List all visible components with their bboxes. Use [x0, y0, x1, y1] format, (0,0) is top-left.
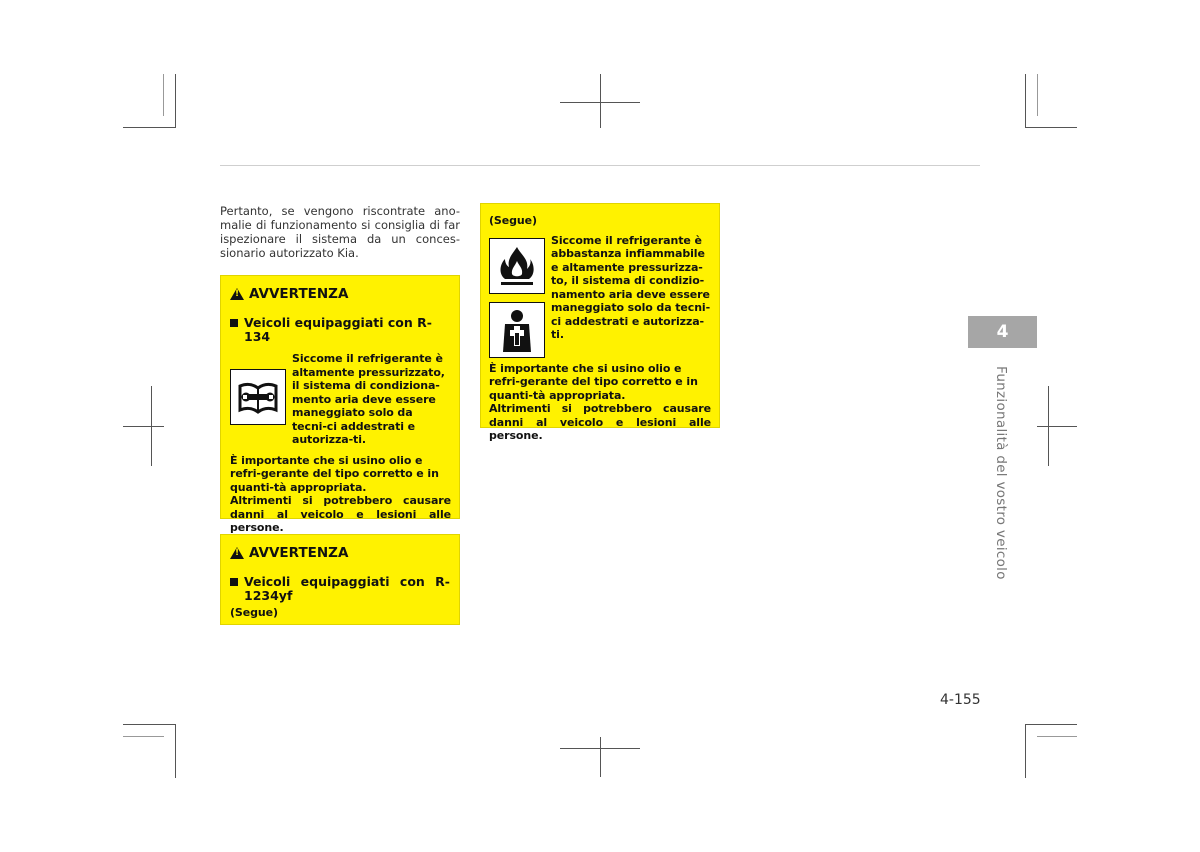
crop-mark [1025, 74, 1026, 128]
section-heading: Veicoli equipaggiati con R-134 [230, 316, 451, 344]
chapter-label: Funzionalità del vostro veicolo [993, 366, 1009, 580]
warning-triangle-icon [230, 288, 244, 300]
crop-mark [560, 748, 640, 749]
warning-box-continued [480, 203, 720, 442]
section-heading: Veicoli equipaggiati con R-1234yf [230, 575, 451, 603]
header-rule [220, 165, 980, 166]
crop-mark [175, 74, 176, 128]
crop-mark [1037, 74, 1038, 116]
warning-body: Altrimenti si potrebbero causare danni al veicolo e lesioni alle persone. [489, 402, 711, 442]
warning-title: ! AVVERTENZA [230, 545, 451, 561]
warning-text: Siccome il refrigerante è altamente pressurizzato, il sistema di condiziona-mento aria deve essere maneggiato solo da tecni-ci addestrati e autorizza-ti. [292, 352, 445, 446]
crop-mark [123, 724, 176, 725]
crop-mark [1025, 127, 1077, 128]
flammable-icon [489, 238, 545, 294]
warning-box-r1234yf [220, 534, 460, 625]
crop-mark [1037, 426, 1077, 427]
chapter-tab: 4 [968, 316, 1037, 348]
warning-body: È importante che si usino olio e refri-gerante del tipo corretto e in quanti-tà appropriata. [230, 453, 439, 494]
square-bullet-icon [230, 578, 238, 586]
service-manual-icon [230, 369, 286, 425]
icon-text-row [489, 234, 711, 358]
icon-text-row [230, 352, 451, 447]
crop-mark [175, 724, 176, 778]
crop-mark [600, 74, 601, 128]
square-bullet-icon [230, 319, 238, 327]
warning-title: ! AVVERTENZA [230, 286, 451, 302]
crop-mark [600, 737, 601, 777]
crop-mark [123, 736, 164, 737]
qualified-technician-icon [489, 302, 545, 358]
crop-mark [1025, 724, 1077, 725]
crop-mark [1037, 736, 1077, 737]
continued-label: (Segue) [489, 214, 537, 227]
warning-body: È importante che si usino olio e refri-gerante del tipo corretto e in quanti-tà appropriata. [489, 361, 698, 402]
crop-mark [1025, 724, 1026, 778]
crop-mark [163, 74, 164, 116]
warning-triangle-icon [230, 547, 244, 559]
warning-body: Altrimenti si potrebbero causare danni al veicolo e lesioni alle persone. [230, 494, 451, 534]
intro-paragraph: Pertanto, se vengono riscontrate ano-malie di funzionamento si consiglia di far ispezionare il sistema da un conces-sionario autorizzato Kia. [220, 204, 460, 260]
warning-text: Siccome il refrigerante è abbastanza infiammabile e altamente pressurizza-to, il sistema di condizio-namento aria deve essere maneggiato solo da tecni-ci addestrati e autorizza-ti. [551, 233, 711, 341]
page-number: 4-155 [940, 692, 981, 708]
warning-box-r134 [220, 275, 460, 534]
crop-mark [123, 127, 176, 128]
continued-label: (Segue) [230, 606, 278, 619]
crop-mark [560, 102, 640, 103]
crop-mark [123, 426, 164, 427]
